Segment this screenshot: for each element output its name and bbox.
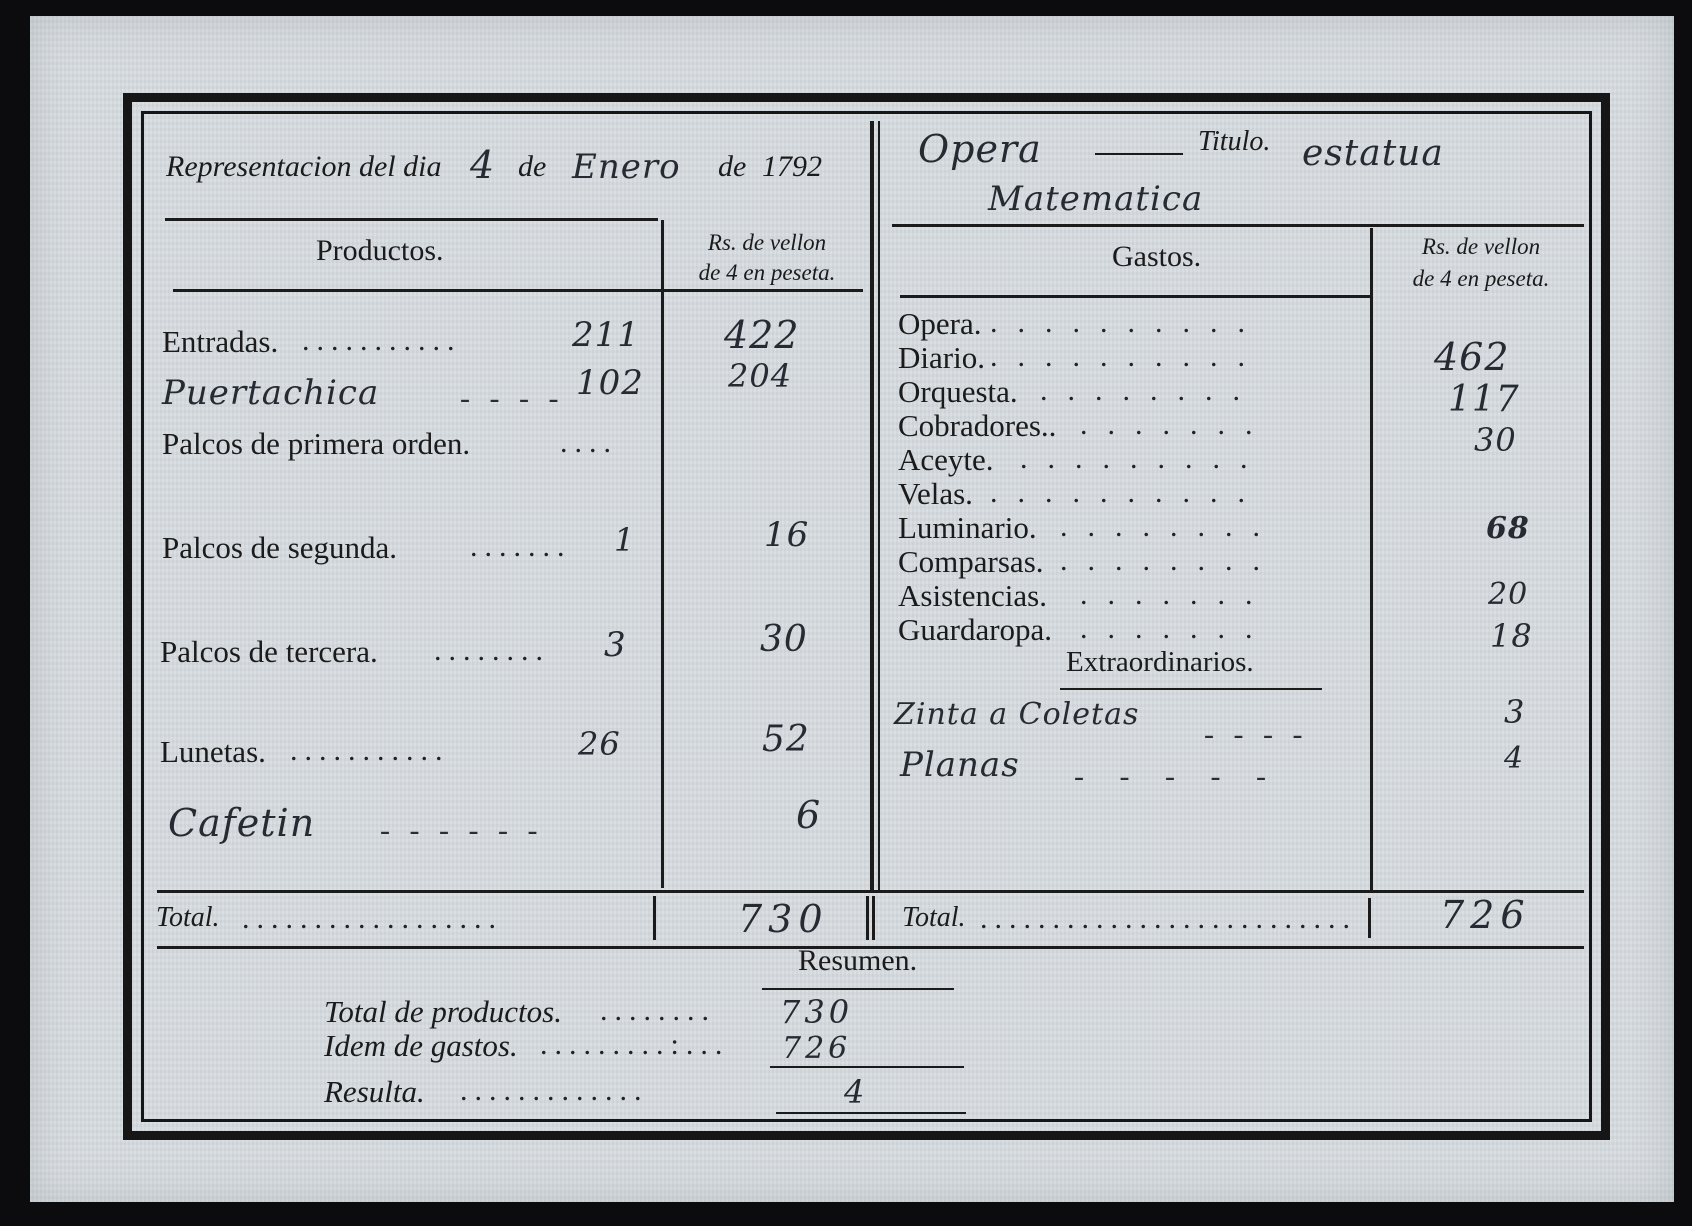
resumen-resulta-value: 4 — [844, 1073, 866, 1111]
puertachica-value: 204 — [728, 357, 793, 395]
gastos-cobradores-value: 30 — [1474, 421, 1517, 459]
resumen-result-line — [776, 1112, 966, 1114]
opera-label: Opera — [918, 127, 1042, 171]
gastos-unit-2: de 4 en peseta. — [1412, 266, 1550, 291]
lunetas-leader: ........... — [290, 734, 450, 767]
gastos-row-cobradores: Cobradores.. — [898, 408, 1057, 443]
dia-value: 4 — [470, 143, 496, 187]
productos-row-entradas: Entradas. — [162, 324, 279, 359]
cafetin-value: 6 — [796, 793, 822, 837]
gastos-row-asistencias: Asistencias. — [898, 578, 1047, 613]
productos-unit-1: Rs. de vellon — [707, 230, 827, 255]
extraordinarios-underline — [1060, 688, 1322, 690]
titulo-label: Titulo. — [1198, 126, 1271, 157]
productos-value-divider — [661, 220, 664, 888]
palcos-segunda-value: 16 — [764, 515, 810, 555]
gastos-comparsas-leader: ........ — [1060, 544, 1280, 577]
gastos-orquesta-value: 117 — [1448, 379, 1520, 420]
gastos-row-luminario: Luminario. — [898, 510, 1037, 545]
gastos-unit-1: Rs. de vellon — [1421, 234, 1541, 259]
entradas-value: 422 — [724, 313, 800, 357]
gastos-orquesta-leader: ........ — [1040, 374, 1260, 407]
entradas-leader: ........... — [302, 324, 462, 357]
gastos-row-comparsas: Comparsas. — [898, 544, 1044, 579]
gastos-row-orquesta: Orquesta. — [898, 374, 1018, 409]
gastos-luminario-value: 68 — [1486, 511, 1530, 546]
productos-row-palcos-segunda: Palcos de segunda. — [162, 530, 398, 565]
gastos-opera-leader: .......... — [990, 306, 1265, 339]
right-header-bottom-line — [900, 295, 1370, 298]
productos-row-palcos-primera: Palcos de primera orden. — [162, 426, 471, 461]
palcos-tercera-count: 3 — [604, 625, 627, 665]
right-header-top-line — [892, 224, 1584, 227]
center-divider-2 — [878, 121, 880, 891]
palcos-tercera-value: 30 — [760, 619, 808, 660]
gastos-row-aceyte: Aceyte. — [898, 442, 994, 477]
gastos-asistencias-value: 20 — [1488, 577, 1529, 612]
lunetas-count: 26 — [578, 725, 621, 763]
productos-row-cafetin: Cafetin — [168, 801, 316, 845]
de-label-1: de — [518, 150, 547, 183]
extra-planas-dash: - - - - - — [1074, 760, 1280, 793]
gastos-diario-value: 462 — [1434, 335, 1510, 379]
productos-unit-2: de 4 en peseta. — [698, 260, 836, 285]
extra-zinta-value: 3 — [1504, 693, 1526, 731]
productos-row-puertachica: Puertachica — [162, 373, 380, 413]
resumen-underline — [762, 988, 954, 990]
titulo-line-1: estatua — [1302, 133, 1444, 174]
representacion-label: Representacion del dia — [166, 150, 442, 183]
resumen-sum-line — [770, 1066, 964, 1068]
productos-total-value: 730 — [738, 897, 829, 941]
gastos-diario-leader: .......... — [990, 340, 1265, 373]
gastos-total-value: 726 — [1440, 893, 1531, 937]
gastos-value-divider — [1370, 228, 1373, 890]
total-center-divider-2 — [872, 896, 875, 940]
gastos-row-guardaropa: Guardaropa. — [898, 612, 1053, 647]
opera-dash — [1095, 153, 1183, 155]
gastos-cobradores-leader: ....... — [1080, 408, 1273, 441]
cafetin-dash: - - - - - - — [380, 814, 544, 847]
puertachica-dash: - - - - — [460, 382, 565, 415]
resumen-heading: Resumen. — [798, 944, 918, 977]
total-left-divider — [653, 896, 656, 940]
extra-row-planas: Planas — [900, 745, 1020, 785]
center-divider — [870, 121, 874, 891]
resumen-gastos-leader: .........:... — [540, 1028, 730, 1061]
productos-total-leader: .................. — [242, 902, 503, 935]
gastos-heading: Gastos. — [1112, 240, 1202, 273]
gastos-aceyte-leader: ......... — [1020, 442, 1268, 475]
palcos-primera-leader: .... — [560, 426, 618, 459]
left-header-bottom-line — [173, 289, 863, 292]
resumen-resulta-leader: ............. — [460, 1074, 649, 1107]
total-top-line — [157, 890, 1584, 893]
total-right-divider — [1368, 898, 1371, 938]
gastos-row-diario: Diario. — [898, 340, 985, 375]
gastos-row-velas: Velas. — [898, 476, 973, 511]
puertachica-count: 102 — [576, 363, 644, 403]
palcos-tercera-leader: ........ — [434, 634, 550, 667]
gastos-guardaropa-value: 18 — [1490, 617, 1533, 655]
resumen-idem-gastos-label: Idem de gastos. — [324, 1028, 518, 1063]
left-header-top-line — [165, 218, 658, 221]
extra-planas-value: 4 — [1504, 741, 1525, 776]
resumen-resulta-label: Resulta. — [324, 1074, 425, 1109]
productos-row-lunetas: Lunetas. — [160, 734, 266, 769]
palcos-segunda-count: 1 — [614, 521, 636, 559]
productos-row-palcos-tercera: Palcos de tercera. — [160, 634, 378, 669]
resumen-idem-gastos-value: 726 — [782, 1031, 852, 1066]
extra-zinta-dash: - - - - — [1204, 718, 1309, 751]
gastos-total-label: Total. — [902, 902, 966, 933]
titulo-line-2: Matematica — [988, 179, 1204, 219]
de-label-2: de — [718, 150, 747, 183]
extraordinarios-heading: Extraordinarios. — [1066, 646, 1254, 678]
palcos-segunda-leader: ....... — [470, 530, 572, 563]
total-center-divider — [866, 896, 869, 940]
gastos-asistencias-leader: ....... — [1080, 578, 1273, 611]
extra-row-zinta: Zinta a Coletas — [894, 697, 1140, 732]
resumen-total-productos-value: 730 — [780, 993, 854, 1031]
gastos-velas-leader: .......... — [990, 476, 1265, 509]
gastos-row-opera: Opera. — [898, 306, 982, 341]
gastos-guardaropa-leader: ....... — [1080, 612, 1273, 645]
resumen-total-productos-label: Total de productos. — [324, 994, 562, 1029]
entradas-count: 211 — [572, 315, 640, 355]
resumen-productos-leader: ........ — [600, 994, 716, 1027]
gastos-total-leader: .......................... — [980, 902, 1357, 935]
anio-value: 1792 — [762, 150, 822, 183]
lunetas-value: 52 — [762, 719, 810, 760]
productos-total-label: Total. — [156, 902, 220, 933]
mes-value: Enero — [572, 147, 681, 187]
productos-heading: Productos. — [316, 234, 444, 267]
gastos-luminario-leader: ........ — [1060, 510, 1280, 543]
